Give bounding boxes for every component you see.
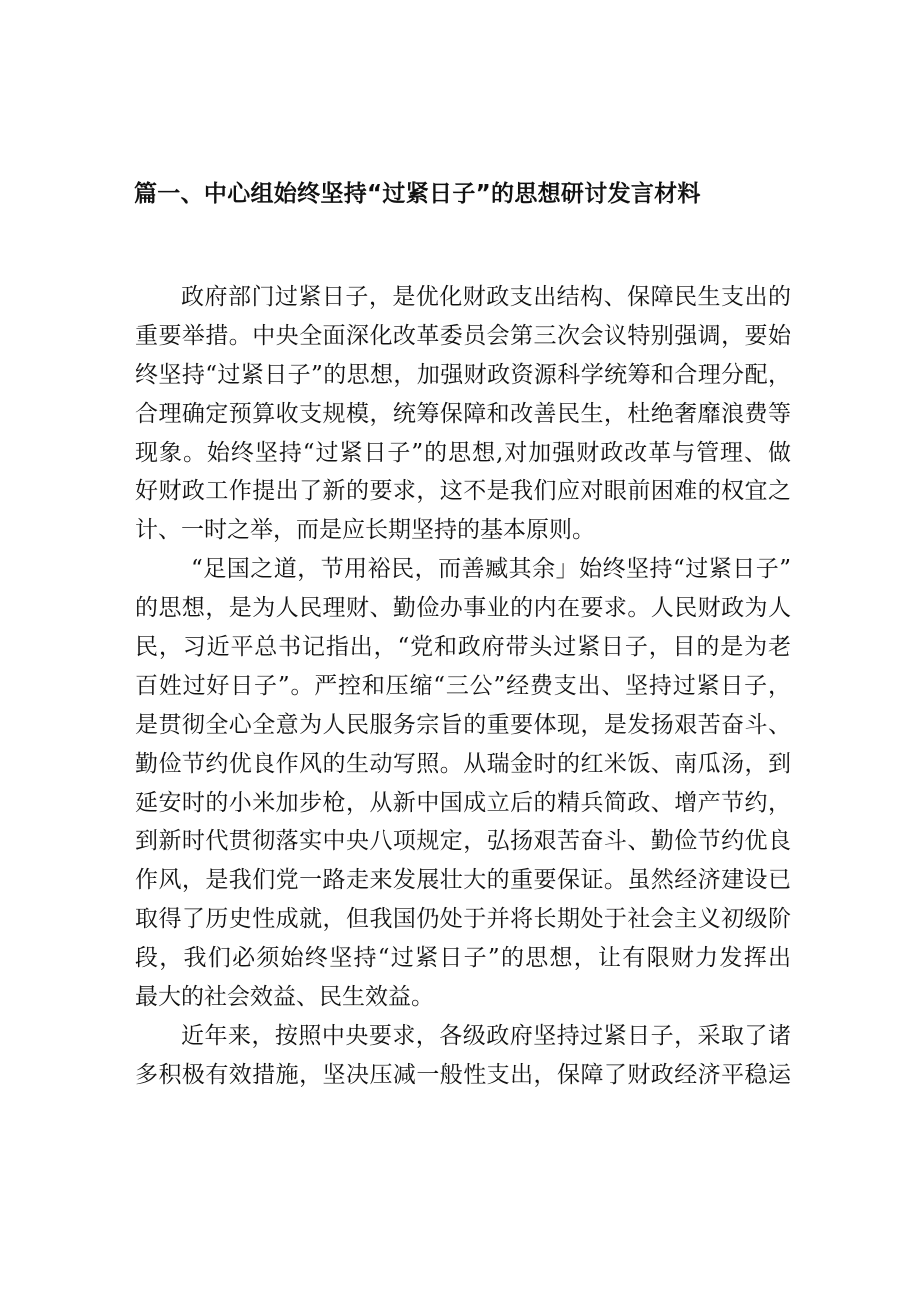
paragraph-1-line-6: 好财政工作提出了新的要求，这不是我们应对眼前困难的权宜之: [135, 478, 791, 505]
paragraph-2-line-7: 延安时的小米加步枪，从新中国成立后的精兵简政、增产节约，: [135, 789, 791, 816]
paragraph-2-line-4: 百姓过好日子”。严控和压缩“三公”经费支出、坚持过紧日子，: [135, 672, 791, 699]
paragraph-2-line-11: 段，我们必须始终坚持“过紧日子”的思想，让有限财力发挥出: [135, 945, 791, 972]
paragraph-1-line-5: 现象。始终坚持“过紧日子”的思想,对加强财政改革与管理、做: [135, 439, 791, 466]
paragraph-2-line-10: 取得了历史性成就，但我国仍处于并将长期处于社会主义初级阶: [135, 906, 791, 933]
paragraph-2-line-8: 到新时代贯彻落实中央八项规定，弘扬艰苦奋斗、勤俭节约优良: [135, 828, 791, 855]
paragraph-2-line-6: 勤俭节约优良作风的生动写照。从瑞金时的红米饭、南瓜汤，到: [135, 750, 791, 777]
paragraph-2-line-5: 是贯彻全心全意为人民服务宗旨的重要体现，是发扬艰苦奋斗、: [135, 711, 791, 738]
paragraph-2-line-1: “足国之道，节用裕民，而善臧其余」始终坚持“过紧日子”: [191, 556, 791, 583]
document-body: [135, 278, 791, 1095]
paragraph-1-line-2: 重要举措。中央全面深化改革委员会第三次会议特别强调，要始: [135, 322, 791, 349]
paragraph-2-line-3: 民，习近平总书记指出，“党和政府带头过紧日子，目的是为老: [135, 634, 791, 661]
paragraph-1-line-3: 终坚持“过紧日子”的思想，加强财政资源科学统筹和合理分配，: [135, 361, 791, 388]
document-title: 篇一、中心组始终坚持“过紧日子”的思想研讨发言材料: [134, 181, 701, 207]
paragraph-2-line-9: 作风，是我们党一路走来发展壮大的重要保证。虽然经济建设已: [135, 867, 791, 894]
paragraph-2-line-2: 的思想，是为人民理财、勤俭办事业的内在要求。人民财政为人: [135, 595, 791, 622]
paragraph-1-line-1: 政府部门过紧日子，是优化财政支出结构、保障民生支出的: [181, 284, 791, 310]
paragraph-3-line-2: 多积极有效措施，坚决压减一般性支出，保障了财政经济平稳运: [135, 1061, 791, 1088]
paragraph-1-line-4: 合理确定预算收支规模，统筹保障和改善民生，杜绝奢靡浪费等: [135, 400, 791, 427]
paragraph-1-line-7: 计、一时之举，而是应长期坚持的基本原则。: [135, 517, 595, 544]
paragraph-2-line-12: 最大的社会效益、民生效益。: [135, 984, 434, 1011]
paragraph-3-line-1: 近年来，按照中央要求，各级政府坚持过紧日子，采取了诸: [181, 1022, 791, 1049]
